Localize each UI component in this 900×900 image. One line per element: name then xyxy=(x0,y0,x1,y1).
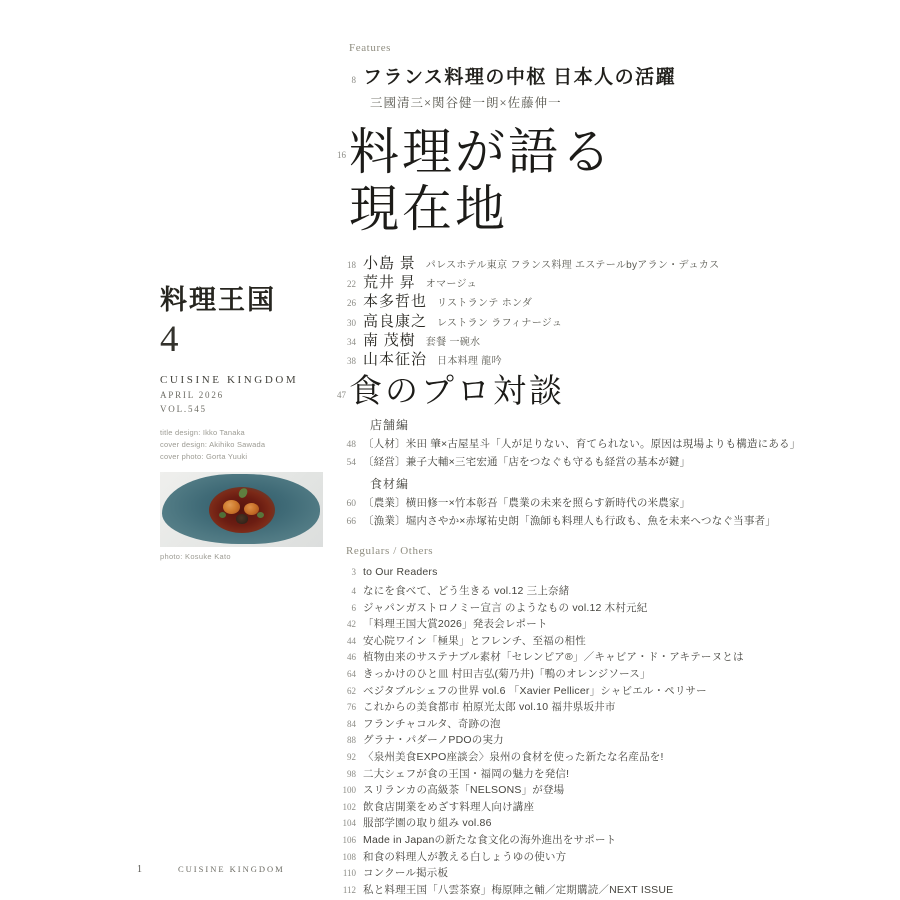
page-number: 88 xyxy=(347,735,356,746)
page-number: 64 xyxy=(347,668,356,679)
regular-entry xyxy=(337,749,807,766)
chef-venue: リストランテ ホンダ xyxy=(437,298,533,310)
talk-entry xyxy=(337,495,807,510)
food-graphic xyxy=(236,514,248,524)
regular-entry xyxy=(337,566,807,583)
page-number: 110 xyxy=(342,868,356,879)
chef-venue: パレスホテル東京 フランス料理 エステールbyアラン・デュカス xyxy=(425,260,720,271)
chef-entry xyxy=(337,348,807,367)
chef-entry xyxy=(337,290,807,309)
regular-entry xyxy=(337,616,807,633)
main-feature-entry xyxy=(337,124,807,237)
chef-name: 本多哲也 xyxy=(363,294,428,311)
page-number: 60 xyxy=(346,499,356,510)
talks-group-label-ingredients: 食材編 xyxy=(370,477,410,492)
chef-venue: オマージュ xyxy=(425,279,477,291)
page-number: 46 xyxy=(347,652,356,663)
garnish-graphic xyxy=(257,512,264,518)
talks-section-title: 食のプロ対談 xyxy=(349,374,565,411)
regular-entry xyxy=(337,716,807,733)
table-of-contents xyxy=(337,42,807,898)
regular-title: スリランカの高級茶「NELSONS」が登場 xyxy=(363,784,565,797)
page-number: 62 xyxy=(347,685,356,696)
chef-entry xyxy=(337,310,807,329)
chef-name: 南 茂樹 xyxy=(363,332,416,349)
regular-entry xyxy=(337,882,807,899)
page-number: 48 xyxy=(346,440,356,451)
regular-entry xyxy=(337,815,807,832)
main-feature-title xyxy=(349,124,614,237)
regular-title: コンクール掲示板 xyxy=(363,867,449,880)
features-header: Features xyxy=(349,42,392,54)
main-title-line1: 料理が語る xyxy=(349,124,614,180)
regular-entry xyxy=(337,865,807,882)
feature-lead-title: フランス料理の中枢 日本人の活躍 xyxy=(363,67,677,88)
chef-list xyxy=(337,252,807,367)
page-number: 92 xyxy=(347,751,356,762)
credits-list xyxy=(160,427,330,463)
chef-venue: 套餐 一碗水 xyxy=(425,336,481,348)
regular-title: 「料理王国大賞2026」発表会レポート xyxy=(363,618,548,631)
page-number: 22 xyxy=(347,279,356,290)
page-number: 106 xyxy=(342,834,356,845)
issue-date: APRIL 2026 xyxy=(160,390,224,400)
regular-title: グラナ・パダーノPDOの実力 xyxy=(363,734,504,747)
page-footer xyxy=(137,864,285,875)
page-number: 4 xyxy=(351,586,356,597)
regular-title: これからの美食都市 柏原光太郎 vol.10 福井県坂井市 xyxy=(363,701,616,714)
credit-line: title design: Ikko Tanaka xyxy=(160,428,245,437)
cover-dish-photo xyxy=(160,472,323,547)
regular-title: ジャパンガストロノミー宣言 のようなもの vol.12 木村元紀 xyxy=(363,601,648,614)
regular-entry xyxy=(337,633,807,650)
chef-entry xyxy=(337,252,807,271)
page-number: 18 xyxy=(347,260,356,270)
talks-group-label-shops: 店舗編 xyxy=(370,418,410,433)
talk-entry xyxy=(337,454,807,469)
talk-entry xyxy=(337,436,807,451)
regular-title: 飲食店開業をめざす料理人向け講座 xyxy=(363,800,535,813)
talk-entry xyxy=(337,513,807,528)
page-number: 26 xyxy=(347,298,356,309)
regular-title: 植物由来のサステナブル素材「セレンピア®」／キャビア・ド・アキテーヌとは xyxy=(363,651,744,664)
page-number: 54 xyxy=(346,458,356,469)
regular-entry xyxy=(337,649,807,666)
regular-title: 私と料理王国「八雲茶寮」梅原陣之輔／定期購読／NEXT ISSUE xyxy=(363,883,674,896)
regular-entry xyxy=(337,683,807,700)
page-number: 6 xyxy=(351,602,356,613)
page-number: 84 xyxy=(347,718,356,729)
page-number: 100 xyxy=(342,785,356,796)
regular-entry xyxy=(337,600,807,617)
page-number: 44 xyxy=(347,635,356,646)
page-number: 66 xyxy=(346,517,356,528)
talk-title: 〔人材〕米田 肇×古屋星斗「人が足りない、育てられない。原因は現場よりも構造にある」 xyxy=(363,438,801,451)
regular-entry xyxy=(337,699,807,716)
regular-title: 服部学園の取り組み vol.86 xyxy=(363,817,492,830)
photo-credit: photo: Kosuke Kato xyxy=(160,552,231,561)
food-graphic xyxy=(223,500,240,514)
regular-entry xyxy=(337,666,807,683)
chef-name: 荒井 昇 xyxy=(363,275,416,292)
page-number: 112 xyxy=(342,884,356,895)
magazine-logo: 料理王国 xyxy=(160,285,276,315)
regular-title: きっかけのひと皿 村田吉弘(菊乃井)「鴨のオレンジソース」 xyxy=(363,667,651,680)
regulars-header: Regulars / Others xyxy=(346,545,434,558)
page-number: 108 xyxy=(342,851,356,862)
regular-title: Made in Japanの新たな食文化の海外進出をサポート xyxy=(363,833,617,846)
folio-number: 1 xyxy=(137,864,142,875)
talks-section-entry xyxy=(337,374,807,410)
page-number: 47 xyxy=(337,390,346,401)
credit-line: cover design: Akihiko Sawada xyxy=(160,440,266,449)
page-number: 8 xyxy=(351,75,356,85)
regular-entry xyxy=(337,832,807,849)
talks-list-shops xyxy=(337,436,807,469)
regular-entry xyxy=(337,782,807,799)
regular-entry xyxy=(337,799,807,816)
regular-title: なにを食べて、どう生きる vol.12 三上奈緒 xyxy=(363,585,570,598)
main-title-line2: 現在地 xyxy=(349,180,508,237)
chef-name: 高良康之 xyxy=(363,313,428,330)
chef-entry xyxy=(337,329,807,348)
feature-lead-entry xyxy=(337,62,807,89)
page-number: 3 xyxy=(351,567,356,578)
regular-title: フランチャコルタ、奇跡の泡 xyxy=(363,717,501,730)
regular-title: to Our Readers xyxy=(363,566,438,579)
page-number: 76 xyxy=(347,702,356,713)
talk-title: 〔経営〕兼子大輔×三宅宏通「店をつなぐも守るも経営の基本が鍵」 xyxy=(363,456,691,469)
regular-title: 〈泉州美食EXPO座談会〉泉州の食材を使った新たな名産品を! xyxy=(363,750,664,763)
regulars-list xyxy=(337,566,807,898)
chef-entry xyxy=(337,271,807,290)
page-number: 98 xyxy=(347,768,356,779)
regular-entry xyxy=(337,732,807,749)
regular-entry xyxy=(337,583,807,600)
chef-venue: レストラン ラフィナージュ xyxy=(437,317,563,329)
regular-title: 二大シェフが食の王国・福岡の魅力を発信! xyxy=(363,767,570,780)
talk-title: 〔農業〕横田修一×竹本彰吾「農業の未来を照らす新時代の米農家」 xyxy=(363,497,691,510)
garnish-graphic xyxy=(219,512,226,518)
page-number: 34 xyxy=(347,336,356,347)
footer-magazine-name: CUISINE KINGDOM xyxy=(178,864,285,874)
magazine-name-en: CUISINE KINGDOM xyxy=(160,374,299,386)
volume-number: VOL.545 xyxy=(160,404,207,414)
chef-name: 山本征治 xyxy=(363,351,428,368)
credit-line: cover photo: Gorta Yuuki xyxy=(160,452,248,461)
chef-venue: 日本料理 龍吟 xyxy=(437,355,502,367)
page-number: 104 xyxy=(342,818,356,829)
regular-title: 和食の料理人が教える白しょうゆの使い方 xyxy=(363,850,567,863)
page-number: 42 xyxy=(347,619,356,630)
page-number: 102 xyxy=(342,801,356,812)
issue-number: 4 xyxy=(160,319,179,360)
masthead xyxy=(160,278,330,561)
regular-title: ベジタブルシェフの世界 vol.6 「Xavier Pellicer」シャビエル・ペリサー xyxy=(363,684,707,697)
talks-list-ingredients xyxy=(337,495,807,528)
talk-title: 〔漁業〕堀内さやか×赤塚祐史朗「漁師も料理人も行政も、魚を未来へつなぐ当事者」 xyxy=(363,515,776,528)
chef-name: 小島 景 xyxy=(363,256,416,272)
page-number: 30 xyxy=(347,317,356,328)
regular-entry xyxy=(337,766,807,783)
feature-lead-subtitle: 三國清三×関谷健一朗×佐藤伸一 xyxy=(370,96,562,110)
page-number: 38 xyxy=(347,355,356,366)
regular-entry xyxy=(337,849,807,866)
page-number: 16 xyxy=(337,150,346,160)
regular-title: 安心院ワイン「極果」とフレンチ、至福の相性 xyxy=(363,634,586,647)
